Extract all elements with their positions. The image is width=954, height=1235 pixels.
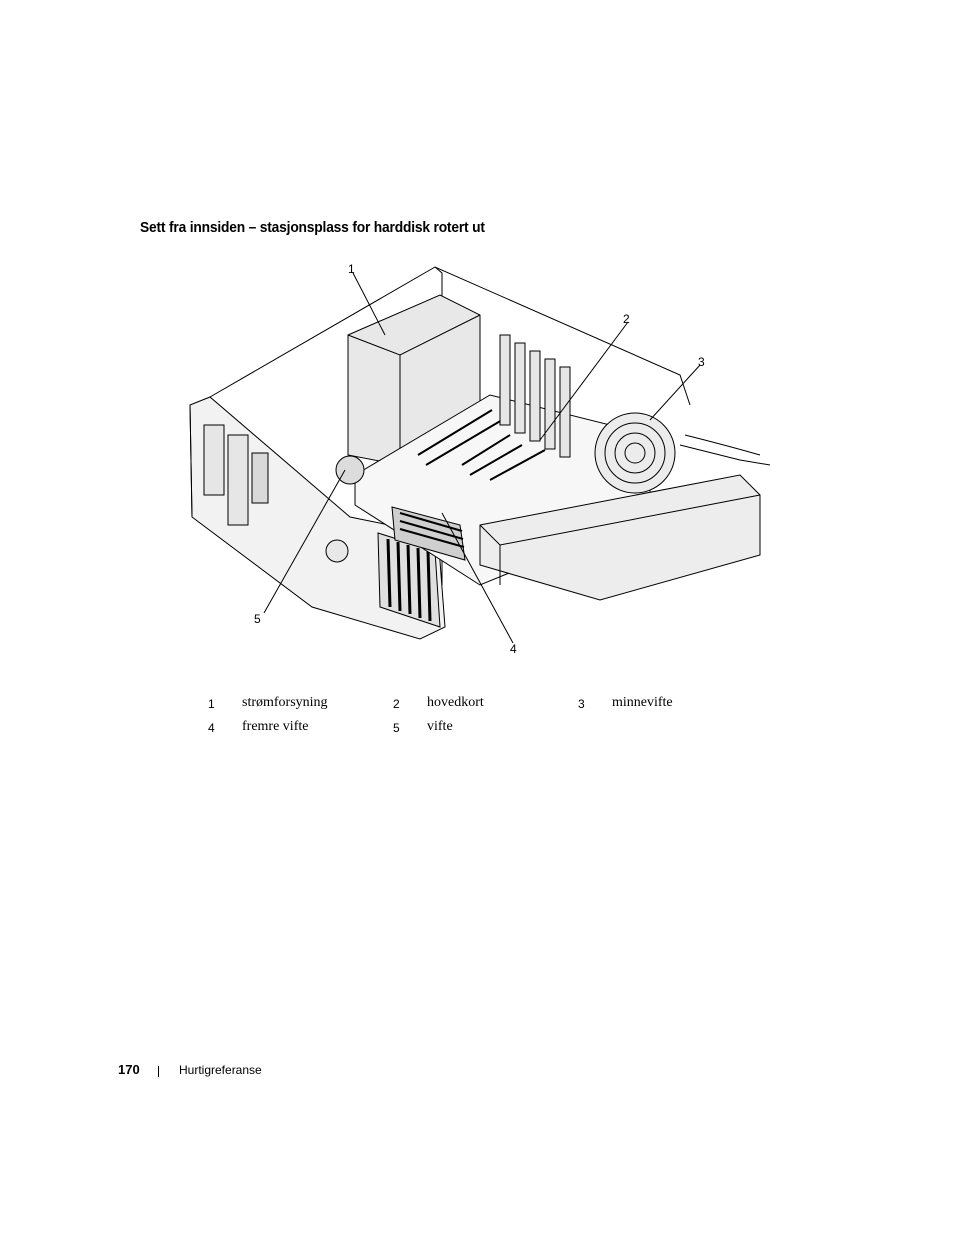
legend-label: minnevifte [612,695,673,710]
callout-2: 2 [623,312,630,326]
legend-label: strømforsyning [242,695,328,710]
legend-number: 1 [208,697,215,711]
legend-label: hovedkort [427,695,484,710]
legend-number: 2 [393,697,400,711]
legend-row [208,695,728,719]
legend-row [208,719,728,743]
legend-number: 5 [393,721,400,735]
page-number: 170 [118,1062,140,1077]
legend-label: fremre vifte [242,719,309,734]
callout-4: 4 [510,642,517,656]
callout-3: 3 [698,355,705,369]
legend-number: 4 [208,721,215,735]
figure-legend [208,695,728,743]
computer-interior-illustration [180,255,780,675]
legend-label: vifte [427,719,453,734]
footer-separator [158,1066,159,1077]
legend-number: 3 [578,697,585,711]
callout-1: 1 [348,262,355,276]
figure-heading: Sett fra innsiden – stasjonsplass for harddisk rotert ut [140,219,485,236]
section-title: Hurtigreferanse [179,1063,262,1077]
callout-5: 5 [254,612,261,626]
